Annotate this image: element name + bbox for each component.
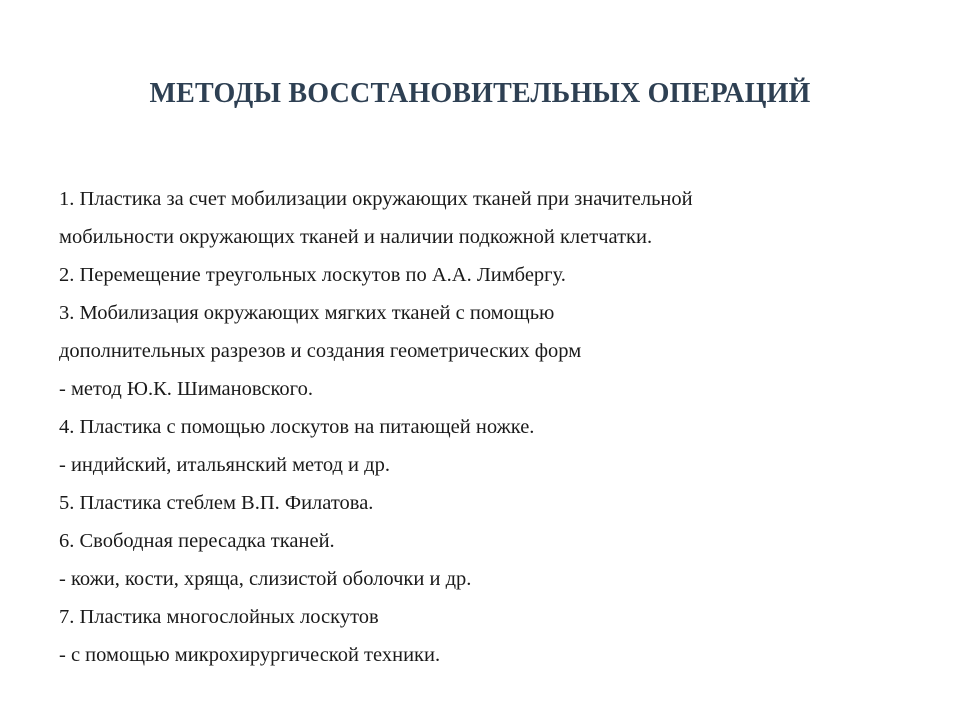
- list-line: - метод Ю.К. Шимановского.: [59, 378, 313, 400]
- list-line: - с помощью микрохирургической техники.: [59, 644, 441, 666]
- list-line: - индийский, итальянский метод и др.: [59, 454, 390, 476]
- slide-title: МЕТОДЫ ВОССТАНОВИТЕЛЬНЫХ ОПЕРАЦИЙ: [149, 78, 811, 109]
- list-line: 5. Пластика стеблем В.П. Филатова.: [59, 492, 374, 514]
- list-line: 2. Перемещение треугольных лоскутов по А.А. Лимбергу.: [59, 264, 566, 286]
- list-line: 1. Пластика за счет мобилизации окружающих тканей при значительной: [59, 188, 693, 210]
- methods-list: [59, 180, 919, 674]
- list-line: 3. Мобилизация окружающих мягких тканей с помощью: [59, 302, 555, 324]
- list-line: 4. Пластика с помощью лоскутов на питающей ножке.: [59, 416, 535, 438]
- list-line: 6. Свободная пересадка тканей.: [59, 530, 335, 552]
- list-line: дополнительных разрезов и создания геометрических форм: [59, 340, 582, 362]
- list-line: - кожи, кости, хряща, слизистой оболочки и др.: [59, 568, 472, 590]
- list-line: мобильности окружающих тканей и наличии подкожной клетчатки.: [59, 226, 653, 248]
- list-line: 7. Пластика многослойных лоскутов: [59, 606, 379, 628]
